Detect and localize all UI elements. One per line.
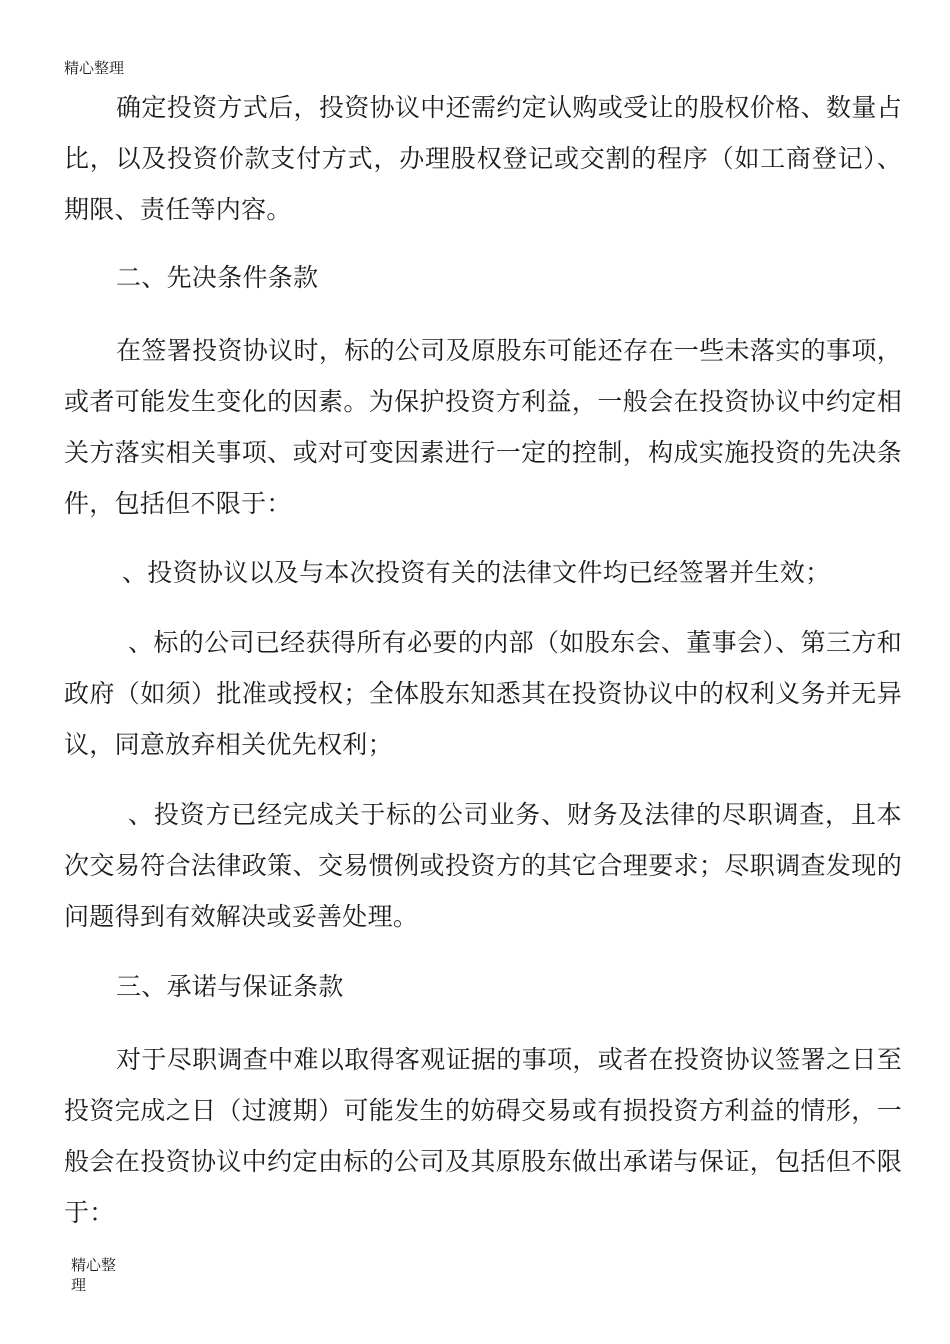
- page-footer: 精心整理: [71, 1256, 117, 1294]
- list-item-condition-2: 、标的公司已经获得所有必要的内部（如股东会、董事会）、第三方和政府（如须）批准或授权；全体股东知悉其在投资协议中的权利义务并无异议，同意放弃相关优先权利；: [64, 628, 902, 759]
- section-heading-warranties: 三、承诺与保证条款: [116, 972, 344, 1001]
- page-header: 精心整理: [64, 59, 125, 77]
- paragraph-preconditions: 在签署投资协议时，标的公司及原股东可能还存在一些未落实的事项，或者可能发生变化的因素。为保护投资方利益，一般会在投资协议中约定相关方落实相关事项、或对可变因素进行一定的控制，构成实施投资的先决条件，包括但不限于：: [64, 336, 902, 518]
- list-item-condition-3: 、投资方已经完成关于标的公司业务、财务及法律的尽职调查，且本次交易符合法律政策、交易惯例或投资方的其它合理要求；尽职调查发现的问题得到有效解决或妥善处理。: [64, 800, 902, 931]
- paragraph-warranties: 对于尽职调查中难以取得客观证据的事项，或者在投资协议签署之日至投资完成之日（过渡期）可能发生的妨碍交易或有损投资方利益的情形，一般会在投资协议中约定由标的公司及其原股东做出承诺与保证，包括但不限于：: [64, 1045, 902, 1227]
- list-item-condition-1: 、投资协议以及与本次投资有关的法律文件均已经签署并生效；: [122, 558, 831, 587]
- section-heading-preconditions: 二、先决条件条款: [116, 263, 319, 292]
- paragraph-investment-terms: 确定投资方式后，投资协议中还需约定认购或受让的股权价格、数量占比，以及投资价款支付方式，办理股权登记或交割的程序（如工商登记）、期限、责任等内容。: [64, 93, 902, 224]
